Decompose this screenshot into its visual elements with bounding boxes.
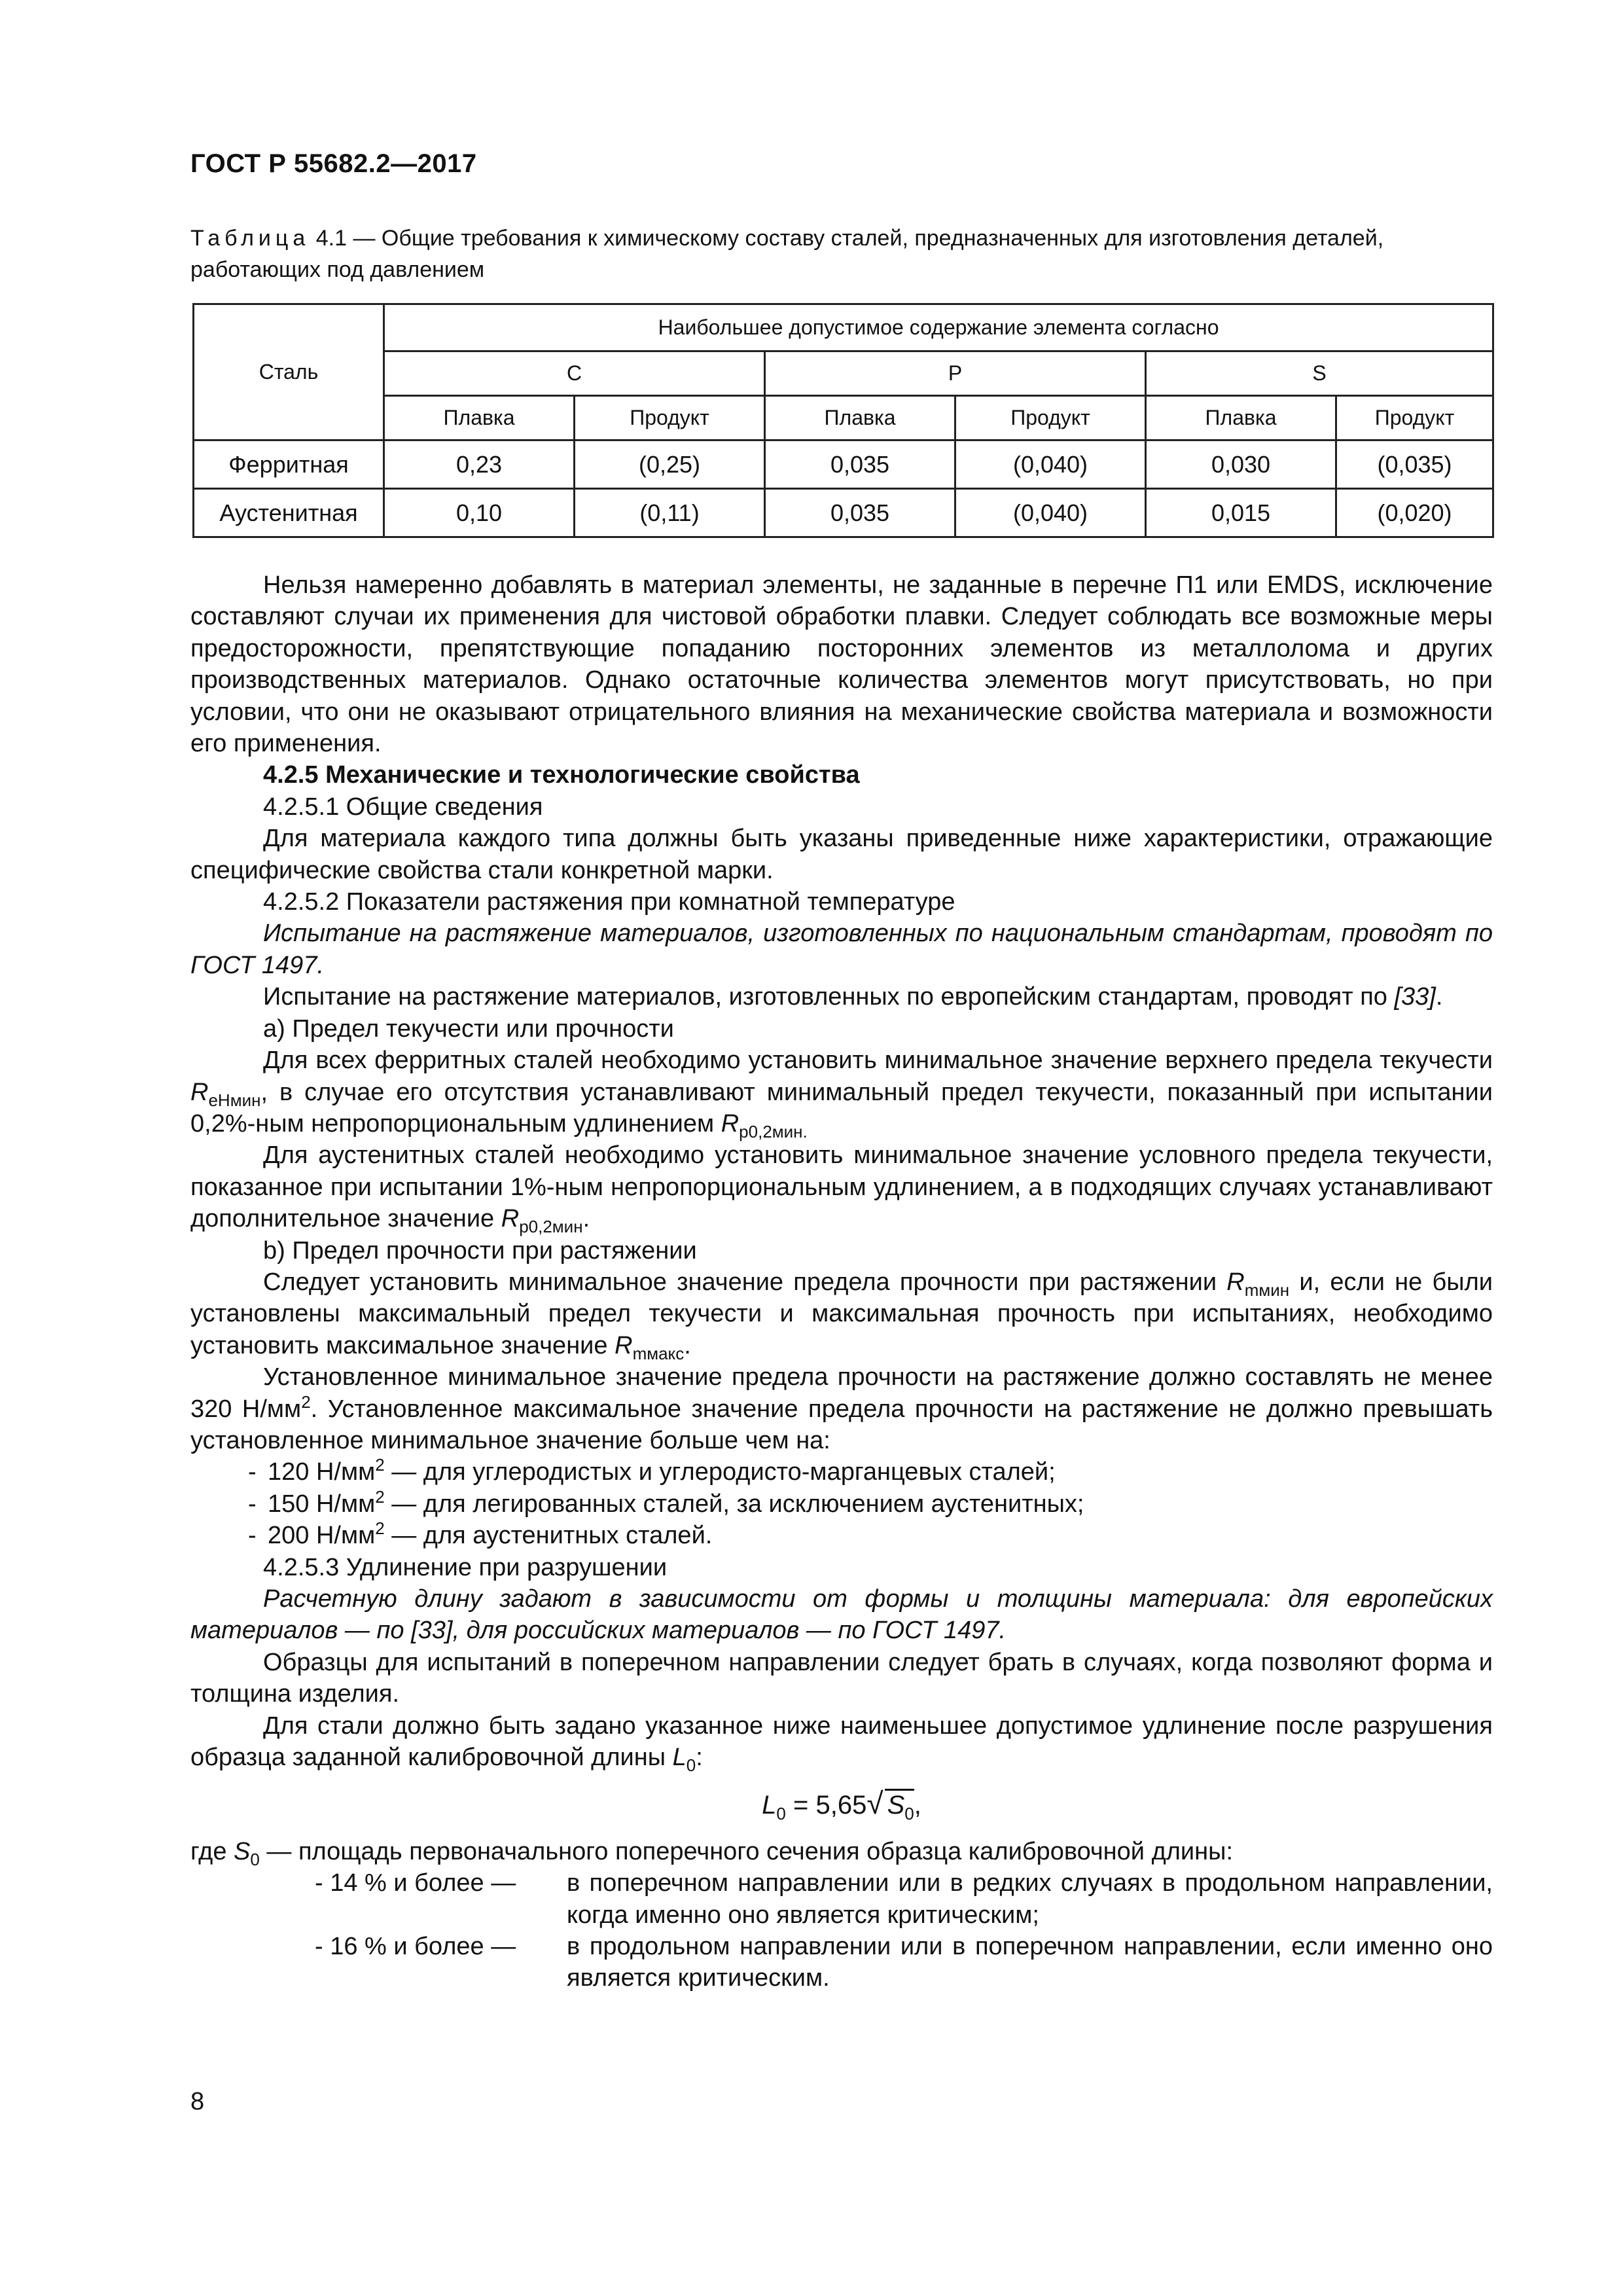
table-cell: (0,040): [955, 489, 1146, 537]
reference-link: [33]: [1394, 983, 1436, 1011]
header-steel: Сталь: [194, 304, 384, 440]
subheader-cell: Плавка: [1146, 396, 1336, 440]
formula: [190, 1786, 1493, 1824]
table-caption-number: 4.1: [315, 226, 348, 251]
formula-text: ,: [914, 1791, 921, 1820]
symbol: R: [190, 1078, 209, 1106]
paragraph-min-value: [190, 1361, 1493, 1456]
formula-symbol: S: [887, 1791, 905, 1820]
subheader-cell: Плавка: [765, 396, 955, 440]
formula-subscript: 0: [904, 1804, 914, 1824]
subscript: 0: [250, 1849, 260, 1869]
subsection-heading-4-2-5-1: 4.2.5.1 Общие сведения: [263, 793, 543, 821]
paragraph-tensile-strength: [190, 1266, 1493, 1361]
subscript: mмакс: [632, 1343, 685, 1363]
table-row: [194, 440, 1493, 489]
formula-radicand: [885, 1789, 914, 1824]
table-caption: [190, 223, 1493, 285]
text-fragment: Испытание на растяжение материалов, изготовленных по европейским стандартам, проводят по: [263, 983, 1395, 1011]
paragraph-characteristics: Для материала каждого типа должны быть указаны приведенные ниже характеристики, отражающие специфические свойства стали конкретной марки.: [190, 825, 1493, 884]
superscript: 2: [375, 1455, 385, 1475]
text-fragment: , в случае его отсутствия устанавливают минимальный предел текучести, показанный при испытании 0,2%-ным непропорциональным удлинением: [190, 1078, 1493, 1138]
subscript: mмин: [1244, 1280, 1290, 1300]
text-fragment: и, если не были установлены максимальный предел текучести и максимальная прочность при испытаниях, необходимо установить максимальное значение: [190, 1268, 1493, 1359]
text-fragment: .: [1435, 983, 1443, 1011]
formula-text: = 5,65: [785, 1791, 867, 1820]
formula-symbol: L: [762, 1791, 777, 1820]
subscript: eHмин: [208, 1090, 261, 1110]
subsection-heading-4-2-5-3: 4.2.5.3 Удлинение при разрушении: [263, 1553, 668, 1581]
criterion-label: - 14 % и более —: [315, 1869, 516, 1897]
paragraph-european-standards: [190, 981, 1493, 1013]
paragraph-elements: Нельзя намеренно добавлять в материал элементы, не заданные в перечне П1 или EMDS, исключение составляют случаи их применения для чистовой обработки плавки. Следует соблюдать все возможные меры предосторожности, препятствующие попаданию посторонних элементов из металлолома и других производственных материалов. Однако остаточные количества элементов могут присутствовать, но при условии, что они не оказывают отрицательного влияния на механические свойства материала и возможности его применения.: [190, 571, 1493, 758]
text-fragment: Для стали должно быть задано указанное ниже наименьшее допустимое удлинение после разрушения образца заданной калибровочной длины: [190, 1712, 1493, 1772]
text-fragment: 200 Н/мм: [268, 1522, 376, 1550]
header-element-c: C: [384, 351, 765, 396]
subheader-cell: Продукт: [1336, 396, 1493, 440]
text-fragment: .: [684, 1331, 691, 1359]
table-cell: 0,23: [384, 440, 575, 489]
section-heading-4-2-5: 4.2.5 Механические и технологические свойства: [263, 761, 860, 789]
body-text: [190, 569, 1493, 1994]
where-clause: [190, 1836, 1493, 1867]
list-item: [190, 1456, 1493, 1488]
document-code: ГОСТ Р 55682.2—2017: [190, 149, 477, 178]
table-cell: 0,015: [1146, 489, 1336, 537]
paragraph-national-standards: Испытание на растяжение материалов, изготовленных по национальным стандартам, проводят по ГОСТ 1497.: [190, 920, 1493, 979]
formula-subscript: 0: [776, 1804, 786, 1824]
item-a-heading: а) Предел текучести или прочности: [263, 1014, 674, 1043]
subsection-heading-4-2-5-2: 4.2.5.2 Показатели растяжения при комнатной температуре: [263, 888, 955, 916]
paragraph-gauge-length: Расчетную длину задают в зависимости от формы и толщины материала: для европейских материалов — по [33], для российских материалов — по ГОСТ 1497.: [190, 1585, 1493, 1645]
text-fragment: Для аустенитных сталей необходимо установить минимальное значение условного предела текучести, показанное при испытании 1%-ным непропорциональным удлинением, а в подходящих случаях устанавливают дополнительное значение: [190, 1141, 1493, 1233]
text-fragment: Установленное минимальное значение предела прочности на растяжение должно составлять не менее 320 Н/мм: [190, 1363, 1493, 1423]
list-item: [190, 1520, 1493, 1551]
text-fragment: 120 Н/мм: [268, 1458, 376, 1486]
table-cell: 0,035: [765, 489, 955, 537]
table-cell: (0,040): [955, 440, 1146, 489]
table-cell: (0,020): [1336, 489, 1493, 537]
table-cell: (0,11): [575, 489, 765, 537]
text-fragment: — площадь первоначального поперечного сечения образца калибровочной длины:: [259, 1837, 1234, 1865]
criterion-item: [190, 1931, 1493, 1994]
table-cell: 0,10: [384, 489, 575, 537]
paragraph-ferritic: [190, 1045, 1493, 1139]
page-number: 8: [190, 2088, 205, 2115]
text-fragment: — для углеродистых и углеродисто-марганцевых сталей;: [384, 1458, 1056, 1486]
table-cell: 0,030: [1146, 440, 1336, 489]
criterion-label: - 16 % и более —: [315, 1933, 516, 1961]
symbol: R: [501, 1205, 520, 1233]
subheader-cell: Продукт: [575, 396, 765, 440]
subheader-cell: Плавка: [384, 396, 575, 440]
table-cell: (0,035): [1336, 440, 1493, 489]
chemical-composition-table: [192, 303, 1494, 538]
header-element-p: P: [765, 351, 1146, 396]
header-max-content: Наибольшее допустимое содержание элемента согласно: [384, 304, 1493, 351]
item-b-heading: b) Предел прочности при растяжении: [263, 1236, 697, 1265]
paragraph-austenitic: [190, 1139, 1493, 1237]
subscript: p0,2мин: [519, 1217, 583, 1237]
symbol: S: [234, 1837, 251, 1865]
dash-marker: -: [248, 1458, 257, 1486]
text-fragment: .: [582, 1205, 590, 1233]
dash-marker: -: [248, 1522, 257, 1550]
superscript: 2: [375, 1486, 385, 1507]
row-label: Аустенитная: [194, 489, 384, 537]
criterion-item: [190, 1867, 1493, 1931]
table-cell: (0,25): [575, 440, 765, 489]
text-fragment: 150 Н/мм: [268, 1490, 376, 1518]
text-fragment: . Установленное максимальное значение предела прочности на растяжение не должно превышать установленное минимальное значение больше чем на:: [190, 1395, 1493, 1454]
symbol: L: [672, 1744, 687, 1772]
symbol: R: [721, 1109, 740, 1138]
list-item: [190, 1488, 1493, 1520]
header-element-s: S: [1146, 351, 1493, 396]
criterion-text: в поперечном направлении или в редких случаях в продольном направлении, когда именно оно является критическим;: [567, 1869, 1493, 1929]
symbol: R: [615, 1331, 633, 1359]
table-caption-text: — Общие требования к химическому составу сталей, предназначенных для изготовления деталей, работающих под давлением: [190, 226, 1384, 282]
text-fragment: Следует установить минимальное значение предела прочности при растяжении: [263, 1268, 1227, 1296]
row-label: Ферритная: [194, 440, 384, 489]
table-cell: 0,035: [765, 440, 955, 489]
table-caption-label: Таблица: [190, 226, 310, 251]
superscript: 2: [375, 1518, 385, 1539]
square-root-icon: √: [866, 1786, 883, 1821]
dash-marker: -: [248, 1490, 257, 1518]
symbol: R: [1226, 1268, 1245, 1296]
text-fragment: где: [190, 1837, 234, 1865]
text-fragment: — для легированных сталей, за исключением аустенитных;: [384, 1490, 1084, 1518]
subheader-cell: Продукт: [955, 396, 1146, 440]
superscript: 2: [301, 1391, 311, 1412]
subscript: p0,2мин.: [739, 1121, 808, 1141]
text-fragment: — для аустенитных сталей.: [384, 1522, 713, 1550]
text-fragment: Для всех ферритных сталей необходимо установить минимальное значение верхнего предела текучести: [263, 1047, 1493, 1075]
text-fragment: :: [696, 1744, 703, 1772]
paragraph-elongation: [190, 1710, 1493, 1774]
subscript: 0: [686, 1755, 696, 1776]
paragraph-specimens: Образцы для испытаний в поперечном направлении следует брать в случаях, когда позволяют форма и толщина изделия.: [190, 1648, 1493, 1708]
table-row: [194, 489, 1493, 537]
criterion-text: в продольном направлении или в поперечном направлении, если именно оно является критическим.: [567, 1933, 1493, 1992]
